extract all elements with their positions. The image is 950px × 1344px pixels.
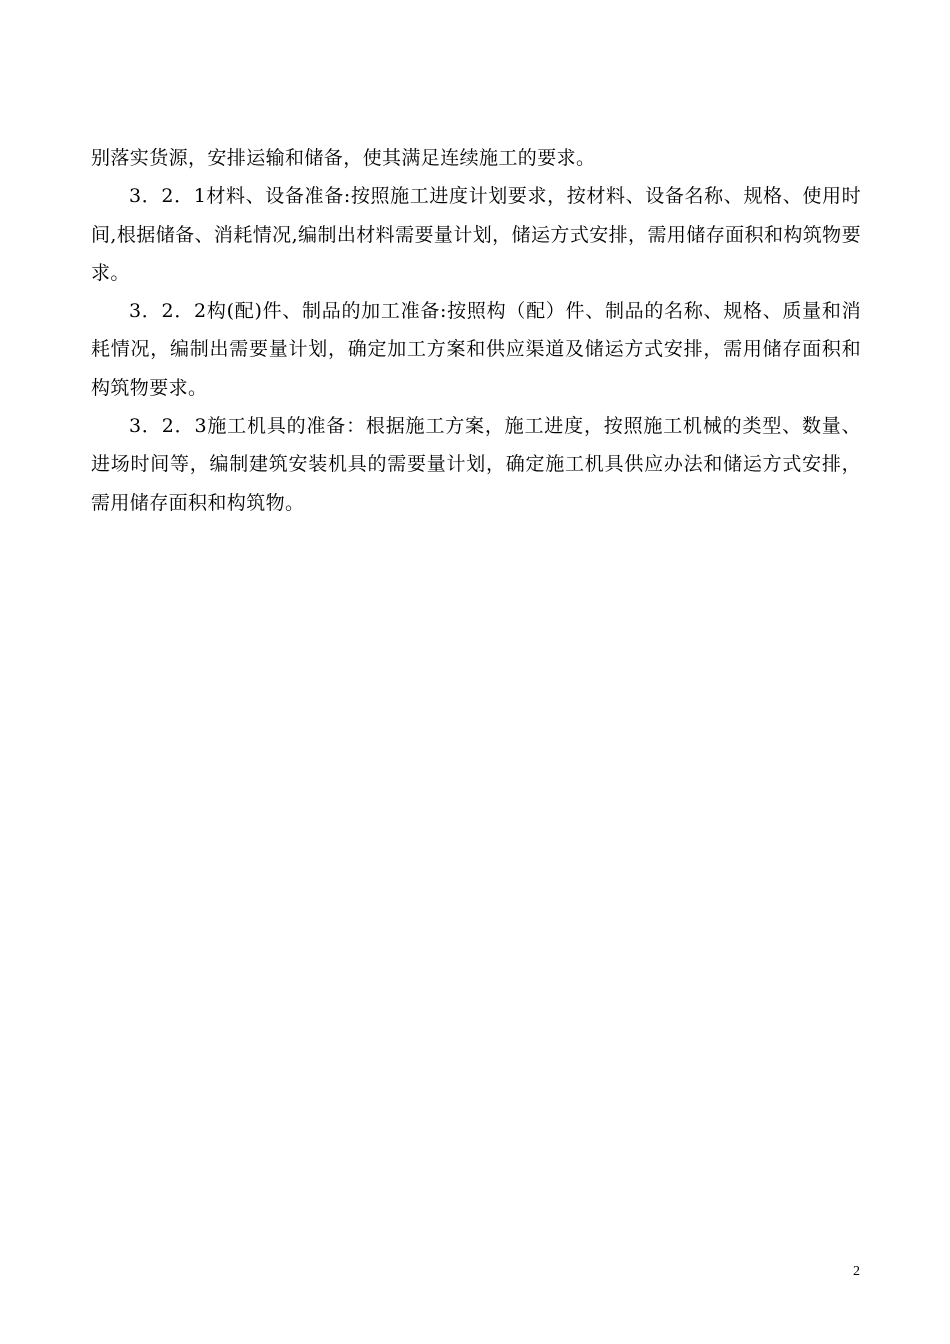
paragraph-3-2-3-construction-machinery: 3．2．3施工机具的准备：根据施工方案，施工进度，按照施工机械的类型、数量、进场时间等，编制建筑安装机具的需要量计划，确定施工机具供应办法和储运方式安排，需用储存面积和构筑物。 — [91, 415, 861, 514]
document-body — [91, 139, 861, 522]
paragraph-continuation: 别落实货源，安排运输和储备，使其满足连续施工的要求。 — [91, 147, 596, 169]
page-number: 2 — [853, 1264, 860, 1279]
paragraph-3-2-1-materials-equipment: 3．2．1材料、设备准备:按照施工进度计划要求，按材料、设备名称、规格、使用时间,根据储备、消耗情况,编制出材料需要量计划，储运方式安排，需用储存面积和构筑物要求。 — [91, 185, 861, 284]
paragraph-3-2-2-components-products: 3．2．2构(配)件、制品的加工准备:按照构（配）件、制品的名称、规格、质量和消耗情况，编制出需要量计划，确定加工方案和供应渠道及储运方式安排，需用储存面积和构筑物要求。 — [91, 300, 861, 399]
